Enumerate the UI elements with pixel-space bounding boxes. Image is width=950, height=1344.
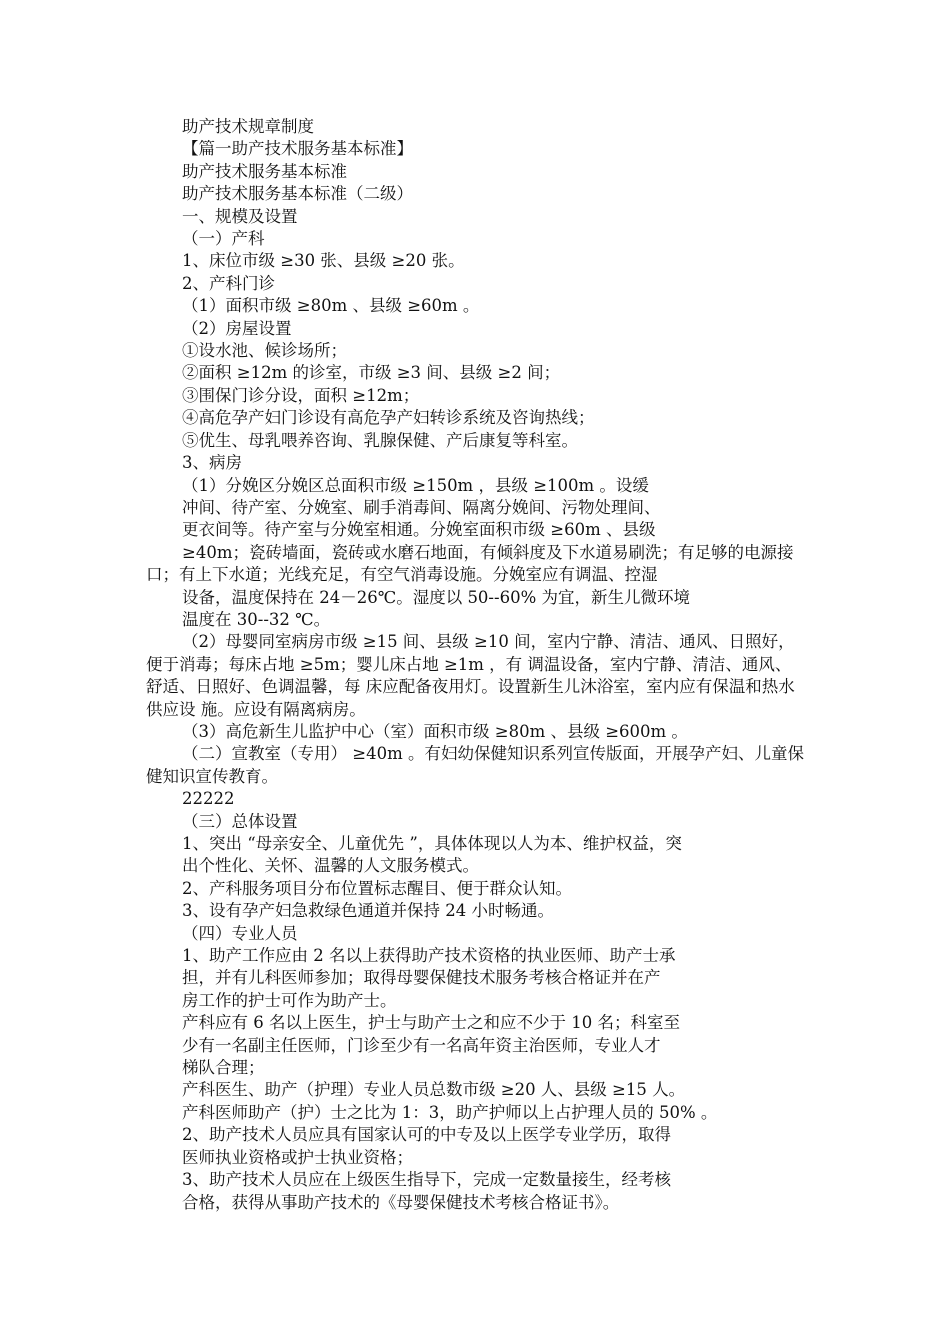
subtitle: 助产技术服务基本标准（二级）	[182, 184, 413, 204]
text-paragraph: （二）宣教室（专用） ≥40m 。有妇幼保健知识系列宣传版面，开展孕产妇、儿童保健知识宣传教育。	[146, 744, 804, 786]
heading: （一）产科	[182, 229, 265, 249]
text-line: 3、助产技术人员应在上级医生指导下，完成一定数量接生，经考核	[182, 1170, 671, 1190]
text-line: 房工作的护士可作为助产士。	[182, 990, 397, 1010]
text-line: 合格，获得从事助产技术的《母婴保健技术考核合格证书》。	[182, 1192, 620, 1212]
text-line: 担，并有儿科医师参加；取得母婴保健技术服务考核合格证并在产	[182, 968, 661, 988]
text-line: ⑤优生、母乳喂养咨询、乳腺保健、产后康复等科室。	[182, 430, 578, 450]
text-line: 3、病房	[182, 453, 242, 473]
text-line: 温度在 30--32 ℃。	[182, 609, 331, 629]
text-line: 医师执业资格或护士执业资格；	[182, 1147, 413, 1167]
text-line: 冲间、待产室、分娩室、刷手消毒间、隔离分娩间、污物处理间、	[182, 497, 661, 517]
section-heading: 【篇一助产技术服务基本标准】	[182, 139, 413, 159]
text-line: （1）分娩区分娩区总面积市级 ≥150m ，县级 ≥100m 。设缓	[182, 475, 649, 495]
text-line: 2、产科门诊	[182, 273, 275, 293]
text-line: ④高危孕产妇门诊设有高危孕产妇转诊系统及咨询热线；	[182, 408, 595, 428]
text-line: ③围保门诊分设，面积 ≥12m；	[182, 385, 420, 405]
heading: （三）总体设置	[182, 811, 298, 831]
heading: （四）专业人员	[182, 923, 298, 943]
text-line: 1、助产工作应由 2 名以上获得助产技术资格的执业医师、助产士承	[182, 946, 676, 966]
text-line: 2、助产技术人员应具有国家认可的中专及以上医学专业学历，取得	[182, 1125, 671, 1145]
text-line: ①设水池、候诊场所；	[182, 341, 347, 361]
text-line: 1、床位市级 ≥30 张、县级 ≥20 张。	[182, 251, 465, 271]
text-line: 出个性化、关怀、温馨的人文服务模式。	[182, 856, 479, 876]
document-body	[146, 116, 806, 1214]
text-line: 3、设有孕产妇急救绿色通道并保持 24 小时畅通。	[182, 901, 554, 921]
text-line: 更衣间等。待产室与分娩室相通。分娩室面积市级 ≥60m 、县级	[182, 520, 656, 540]
text-line: 设备，温度保持在 24－26℃。湿度以 50--60% 为宜，新生儿微环境	[182, 587, 691, 607]
text-line: 22222	[182, 789, 235, 809]
text-line: 2、产科服务项目分布位置标志醒目、便于群众认知。	[182, 878, 572, 898]
text-line: 梯队合理；	[182, 1058, 265, 1078]
subtitle: 助产技术服务基本标准	[182, 161, 347, 181]
text-line: 1、突出 “母亲安全、儿童优先 ”，具体体现以人为本、维护权益，突	[182, 834, 682, 853]
text-line: 产科医师助产（护）士之比为 1：3，助产护师以上占护理人员的 50% 。	[182, 1102, 718, 1122]
text-line: （3）高危新生儿监护中心（室）面积市级 ≥80m 、县级 ≥600m 。	[182, 721, 688, 741]
document-title: 助产技术规章制度	[182, 117, 314, 136]
text-line: （1）面积市级 ≥80m 、县级 ≥60m 。	[182, 296, 480, 316]
text-line: （2）房屋设置	[182, 318, 292, 338]
text-line: 少有一名副主任医师，门诊至少有一名高年资主治医师，专业人才	[182, 1035, 661, 1055]
text-line: ②面积 ≥12m 的诊室，市级 ≥3 间、县级 ≥2 间；	[182, 363, 561, 383]
text-line: 产科应有 6 名以上医生，护士与助产士之和应不少于 10 名；科室至	[182, 1013, 680, 1033]
text-line: 产科医生、助产（护理）专业人员总数市级 ≥20 人、县级 ≥15 人。	[182, 1080, 686, 1100]
heading: 一、规模及设置	[182, 206, 298, 226]
text-paragraph: ≥40m；瓷砖墙面，瓷砖或水磨石地面，有倾斜度及下水道易刷洗；有足够的电源接口；有上下水道；光线充足，有空气消毒设施。分娩室应有调温、控湿	[146, 542, 794, 585]
text-paragraph: （2）母婴同室病房市级 ≥15 间、县级 ≥10 间，室内宁静、清洁、通风、日照好，便于消毒；每床占地 ≥5m；婴儿床占地 ≥1m ，有 调温设备，室内宁静、清洁、通风、舒适、日照好、色调温馨，每 床应配备夜用灯。设置新生儿沐浴室，室内应有保温和热水供应设 施。应设有隔离病房。	[146, 632, 795, 719]
